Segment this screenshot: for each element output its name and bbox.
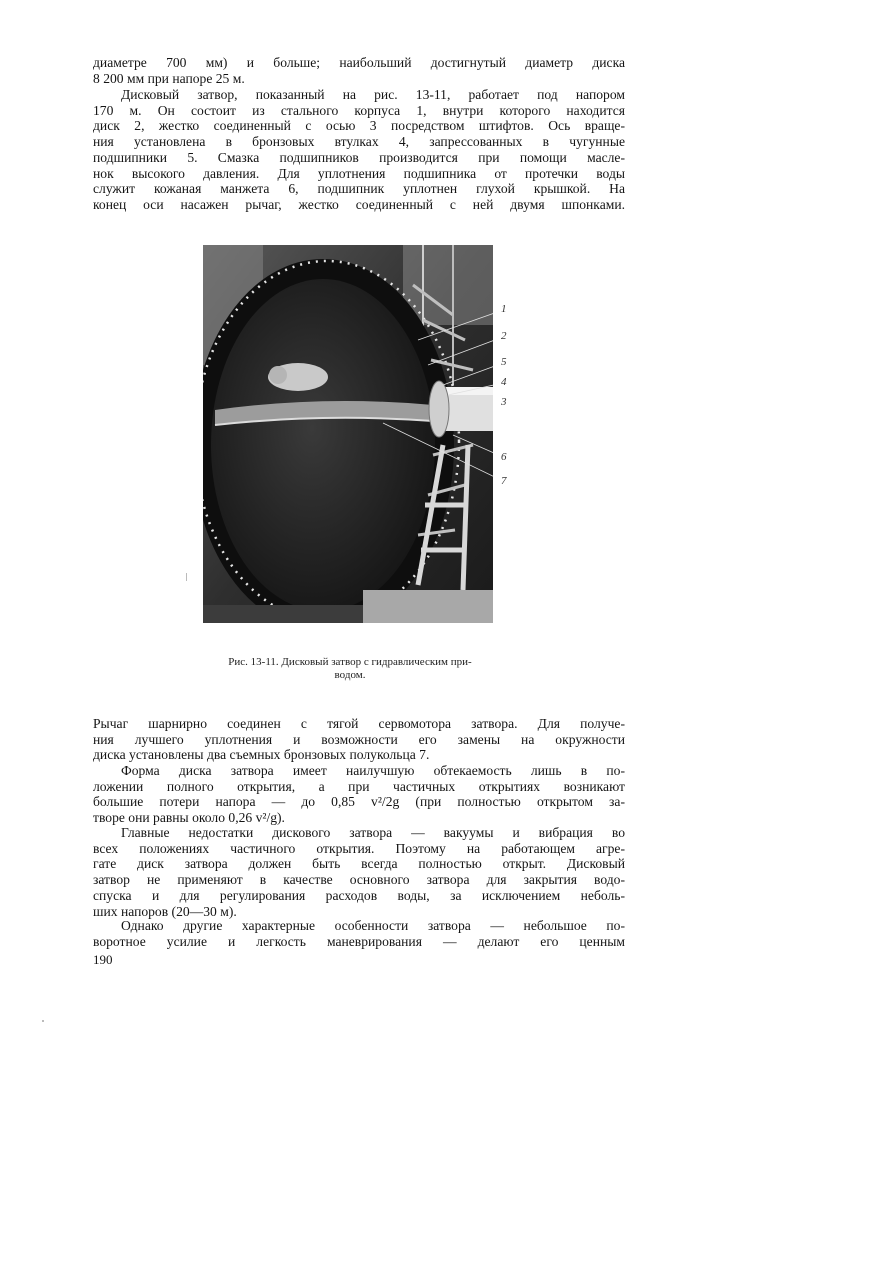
text-line: Рычаг шарнирно соединен с тягой сервомотора затвора. Для получе- — [93, 716, 625, 731]
callout-label: 7 — [501, 475, 507, 487]
paragraph-1 — [93, 55, 625, 86]
figure-disc-valve — [203, 245, 515, 625]
text-line: 8 200 мм при напоре 25 м. — [93, 70, 245, 86]
text-line: 170 м. Он состоит из стального корпуса 1, внутри которого находится — [93, 102, 625, 118]
text-line: ложении полного открытия, а при частичных открытиях возникают — [93, 778, 625, 794]
caption-line: Рис. 13-11. Дисковый затвор с гидравлическим при- — [228, 656, 472, 668]
disc-valve-photo — [203, 245, 493, 623]
text-line: диск 2, жестко соединенный с осью 3 посредством штифтов. Ось враще- — [93, 118, 625, 134]
caption-line: водом. — [334, 669, 366, 681]
text-line: творе они равны около 0,26 v²/g). — [93, 810, 285, 826]
text-line: затвор не применяют в качестве основного затвора для закрытия водо- — [93, 872, 625, 888]
scan-speck — [42, 1020, 44, 1022]
figure-caption — [180, 656, 520, 682]
callout-label: 5 — [501, 356, 507, 368]
text-line: диска установлены два съемных бронзовых полукольца 7. — [93, 747, 430, 763]
text-line: подшипники 5. Смазка подшипников производится при помощи масле- — [93, 149, 625, 165]
scan-speck — [186, 573, 187, 581]
text-line: всех положениях частичного открытия. Поэтому на работающем агре- — [93, 840, 625, 856]
text-line: ния лучшего уплотнения и возможности его замены на окружности — [93, 731, 625, 747]
callout-label: 6 — [501, 451, 507, 463]
text-line: Форма диска затвора имеет наилучшую обтекаемость лишь в по- — [121, 763, 625, 778]
callout-label: 3 — [501, 396, 507, 408]
callout-label: 4 — [501, 376, 507, 388]
disc-valve-illustration — [203, 245, 493, 623]
text-line: ших напоров (20—30 м). — [93, 903, 237, 919]
text-line: Дисковый затвор, показанный на рис. 13-11, работает под напором — [121, 87, 625, 102]
text-line: Главные недостатки дискового затвора — вакуумы и вибрация во — [121, 825, 625, 840]
page-number: 190 — [93, 952, 113, 967]
paragraph-2 — [93, 87, 625, 213]
paragraph-4 — [93, 763, 625, 826]
callout-label: 2 — [501, 330, 507, 342]
text-line: диаметре 700 мм) и больше; наибольший достигнутый диаметр диска — [93, 55, 625, 70]
paragraph-3 — [93, 716, 625, 763]
text-line: гате диск затвора должен быть всегда полностью открыт. Дисковый — [93, 856, 625, 872]
callout-label: 1 — [501, 303, 507, 315]
text-line: Однако другие характерные особенности затвора — небольшое по- — [121, 918, 625, 933]
text-line: спуска и для регулирования расходов воды, за исключением неболь- — [93, 887, 625, 903]
text-line: большие потери напора — до 0,85 v²/2g (при полностью открытом за- — [93, 794, 625, 810]
paragraph-6 — [93, 918, 625, 949]
text-line: служит кожаная манжета 6, подшипник уплотнен глухой крышкой. На — [93, 181, 625, 197]
text-line: ния установлена в бронзовых втулках 4, запрессованных в чугунные — [93, 134, 625, 150]
paragraph-5 — [93, 825, 625, 919]
text-line: воротное усилие и легкость маневрирования — делают его ценным — [93, 933, 625, 949]
text-line: нок высокого давления. Для уплотнения подшипника от протечки воды — [93, 165, 625, 181]
text-line: конец оси насажен рычаг, жестко соединенный с ней двумя шпонками. — [93, 196, 625, 212]
